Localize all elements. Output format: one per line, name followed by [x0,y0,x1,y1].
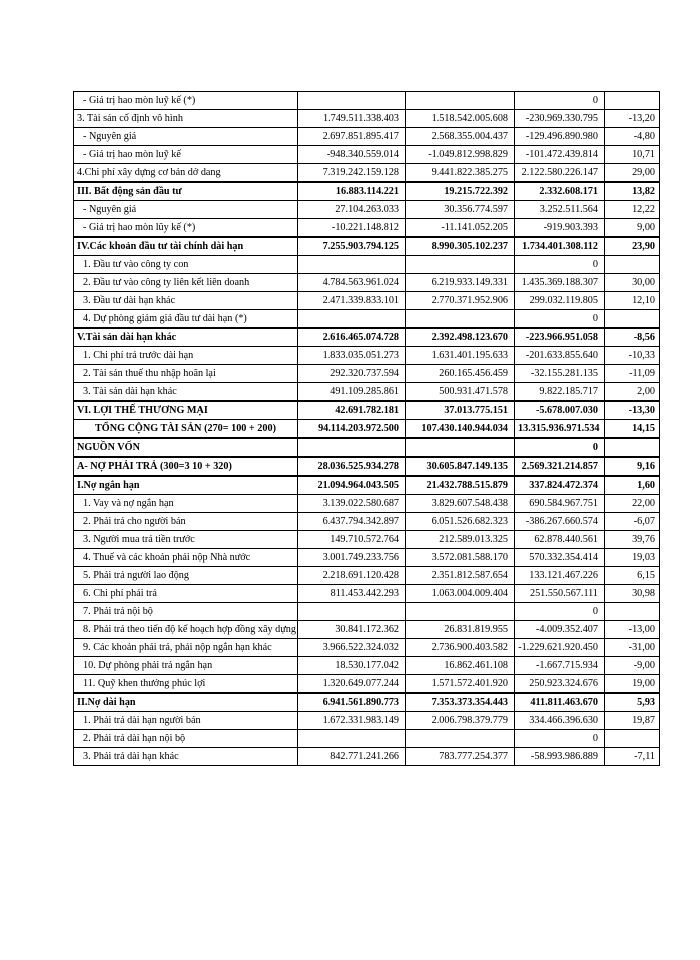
value-year-2: -11.141.052.205 [406,219,515,238]
row-label: 3. Tài sản cố định vô hình [74,110,298,128]
value-year-2: 500.931.471.578 [406,383,515,402]
row-label: 6. Chi phí phải trả [74,585,298,603]
row-label: 11. Quỹ khen thưởng phúc lợi [74,675,298,694]
table-row [74,274,660,292]
difference-percent: -8,56 [605,328,660,347]
difference-percent [605,310,660,329]
difference-value: -1.229.621.920.450 [515,639,605,657]
row-label: 1. Đầu tư vào công ty con [74,256,298,274]
value-year-2: 19.215.722.392 [406,182,515,201]
value-year-1 [298,256,406,274]
difference-percent [605,92,660,110]
difference-percent: -13,30 [605,401,660,420]
difference-value: -201.633.855.640 [515,347,605,365]
difference-value: 250.923.324.676 [515,675,605,694]
value-year-2: 2.736.900.403.582 [406,639,515,657]
value-year-2 [406,730,515,748]
value-year-2 [406,92,515,110]
difference-value: 411.811.463.670 [515,693,605,712]
table-row [74,219,660,238]
difference-value: 251.550.567.111 [515,585,605,603]
difference-value: 2.122.580.226.147 [515,164,605,183]
row-label: - Giá trị hao mòn lũy kế (*) [74,219,298,238]
difference-percent: -7,11 [605,748,660,766]
value-year-2 [406,256,515,274]
table-row [74,657,660,675]
value-year-2: 8.990.305.102.237 [406,237,515,256]
difference-value: 0 [515,438,605,457]
difference-percent: -9,00 [605,657,660,675]
value-year-2: 9.441.822.385.275 [406,164,515,183]
value-year-1: 3.966.522.324.032 [298,639,406,657]
table-row [74,237,660,256]
table-row [74,256,660,274]
difference-value: 133.121.467.226 [515,567,605,585]
value-year-1: 292.320.737.594 [298,365,406,383]
value-year-2: 783.777.254.377 [406,748,515,766]
difference-percent: 12,10 [605,292,660,310]
value-year-1: 28.036.525.934.278 [298,457,406,476]
difference-percent: 6,15 [605,567,660,585]
value-year-1: 2.218.691.120.428 [298,567,406,585]
row-label: V.Tài sản dài hạn khác [74,328,298,347]
table-row [74,310,660,329]
row-label: 2. Phải trả cho người bán [74,513,298,531]
value-year-2: 30.356.774.597 [406,201,515,219]
difference-value: 3.252.511.564 [515,201,605,219]
value-year-2: 2.770.371.952.906 [406,292,515,310]
difference-percent: 13,82 [605,182,660,201]
row-label: 2. Phải trả dài hạn nội bộ [74,730,298,748]
difference-value: 299.032.119.805 [515,292,605,310]
value-year-2: 2.568.355.004.437 [406,128,515,146]
difference-percent: 19,00 [605,675,660,694]
value-year-2: 1.063.004.009.404 [406,585,515,603]
table-row [74,401,660,420]
value-year-2: 21.432.788.515.879 [406,476,515,495]
difference-value: 13.315.936.971.534 [515,420,605,439]
value-year-1 [298,92,406,110]
value-year-2: 260.165.456.459 [406,365,515,383]
table-row [74,748,660,766]
value-year-2 [406,603,515,621]
difference-value: -230.969.330.795 [515,110,605,128]
difference-value: -919.903.393 [515,219,605,238]
balance-sheet-body [74,92,660,766]
value-year-1: 6.437.794.342.897 [298,513,406,531]
row-label: 3. Phải trả dài hạn khác [74,748,298,766]
table-row [74,675,660,694]
difference-value: 2.569.321.214.857 [515,457,605,476]
difference-percent: 10,71 [605,146,660,164]
table-row [74,365,660,383]
table-row [74,92,660,110]
value-year-1: 27.104.263.033 [298,201,406,219]
value-year-2 [406,438,515,457]
difference-percent: 19,03 [605,549,660,567]
value-year-1 [298,310,406,329]
row-label: 10. Dự phòng phải trả ngắn hạn [74,657,298,675]
difference-percent: -6,07 [605,513,660,531]
row-label: 1. Phải trả dài hạn người bán [74,712,298,730]
table-row [74,146,660,164]
value-year-1: 1.833.035.051.273 [298,347,406,365]
row-label: 3. Tài sản dài hạn khác [74,383,298,402]
row-label: I.Nợ ngắn hạn [74,476,298,495]
value-year-1: 1.672.331.983.149 [298,712,406,730]
difference-percent: -31,00 [605,639,660,657]
value-year-1: 7.255.903.794.125 [298,237,406,256]
row-label: 1. Vay và nợ ngắn hạn [74,495,298,513]
difference-value: 334.466.396.630 [515,712,605,730]
value-year-1: 16.883.114.221 [298,182,406,201]
difference-value: -101.472.439.814 [515,146,605,164]
value-year-1: 2.697.851.895.417 [298,128,406,146]
difference-value: 570.332.354.414 [515,549,605,567]
value-year-1: 4.784.563.961.024 [298,274,406,292]
value-year-2: 2.392.498.123.670 [406,328,515,347]
difference-percent [605,730,660,748]
table-row [74,603,660,621]
value-year-1: 3.001.749.233.756 [298,549,406,567]
row-label: 1. Chi phí trả trước dài hạn [74,347,298,365]
difference-value: -223.966.951.058 [515,328,605,347]
table-row [74,347,660,365]
table-row [74,201,660,219]
row-label: III. Bất động sản đầu tư [74,182,298,201]
difference-value: 9.822.185.717 [515,383,605,402]
difference-percent: 5,93 [605,693,660,712]
difference-value: -4.009.352.407 [515,621,605,639]
value-year-2: -1.049.812.998.829 [406,146,515,164]
row-label: 7. Phải trả nội bộ [74,603,298,621]
row-label: NGUỒN VỐN [74,438,298,457]
value-year-1: 149.710.572.764 [298,531,406,549]
row-label: 4.Chi phí xây dựng cơ bản dở dang [74,164,298,183]
value-year-1: 30.841.172.362 [298,621,406,639]
row-label: - Nguyên giá [74,201,298,219]
row-label: 3. Người mua trả tiền trước [74,531,298,549]
value-year-1: 2.471.339.833.101 [298,292,406,310]
difference-percent: 2,00 [605,383,660,402]
value-year-2: 1.518.542.005.608 [406,110,515,128]
table-row [74,712,660,730]
table-row [74,567,660,585]
value-year-2: 1.631.401.195.633 [406,347,515,365]
value-year-1: 94.114.203.972.500 [298,420,406,439]
table-row [74,730,660,748]
value-year-1: 1.749.511.338.403 [298,110,406,128]
difference-value: -5.678.007.030 [515,401,605,420]
value-year-1: 6.941.561.890.773 [298,693,406,712]
difference-percent: 22,00 [605,495,660,513]
difference-percent: 1,60 [605,476,660,495]
difference-percent: 39,76 [605,531,660,549]
difference-percent [605,603,660,621]
table-row [74,495,660,513]
difference-value: 0 [515,92,605,110]
row-label: 3. Đầu tư dài hạn khác [74,292,298,310]
value-year-2: 6.219.933.149.331 [406,274,515,292]
difference-percent: -4,80 [605,128,660,146]
table-row [74,457,660,476]
value-year-2: 2.351.812.587.654 [406,567,515,585]
difference-value: 690.584.967.751 [515,495,605,513]
value-year-1: 3.139.022.580.687 [298,495,406,513]
difference-percent: 30,98 [605,585,660,603]
value-year-2: 37.013.775.151 [406,401,515,420]
table-row [74,513,660,531]
difference-value: 1.435.369.188.307 [515,274,605,292]
row-label: II.Nợ dài hạn [74,693,298,712]
value-year-1: 18.530.177.042 [298,657,406,675]
value-year-1: 21.094.964.043.505 [298,476,406,495]
difference-percent: -13,00 [605,621,660,639]
row-label: A- NỢ PHẢI TRẢ (300=3 10 + 320) [74,457,298,476]
value-year-2: 3.572.081.588.170 [406,549,515,567]
balance-sheet-table [73,91,660,766]
table-row [74,621,660,639]
value-year-2: 6.051.526.682.323 [406,513,515,531]
row-label: 2. Tài sản thuế thu nhập hoãn lại [74,365,298,383]
table-row [74,128,660,146]
difference-value: 0 [515,256,605,274]
difference-value: 0 [515,730,605,748]
difference-percent: 9,00 [605,219,660,238]
table-row [74,420,660,439]
difference-value: 1.734.401.308.112 [515,237,605,256]
difference-value: -32.155.281.135 [515,365,605,383]
difference-value: -129.496.890.980 [515,128,605,146]
value-year-1 [298,438,406,457]
table-row [74,110,660,128]
row-label: 4. Dự phòng giảm giá đầu tư dài hạn (*) [74,310,298,329]
difference-value: 2.332.608.171 [515,182,605,201]
row-label: 5. Phải trả người lao động [74,567,298,585]
value-year-2 [406,310,515,329]
value-year-1: 491.109.285.861 [298,383,406,402]
value-year-2: 3.829.607.548.438 [406,495,515,513]
value-year-1: 811.453.442.293 [298,585,406,603]
value-year-2: 26.831.819.955 [406,621,515,639]
difference-percent: 29,00 [605,164,660,183]
difference-percent: 12,22 [605,201,660,219]
value-year-1: -948.340.559.014 [298,146,406,164]
value-year-1: 842.771.241.266 [298,748,406,766]
table-row [74,639,660,657]
difference-value: -1.667.715.934 [515,657,605,675]
difference-percent: 19,87 [605,712,660,730]
value-year-2: 7.353.373.354.443 [406,693,515,712]
value-year-2: 2.006.798.379.779 [406,712,515,730]
table-row [74,164,660,183]
difference-value: 0 [515,603,605,621]
table-row [74,585,660,603]
row-label: 4. Thuế và các khoản phải nộp Nhà nước [74,549,298,567]
table-row [74,531,660,549]
difference-percent: 30,00 [605,274,660,292]
value-year-1 [298,730,406,748]
difference-percent: 14,15 [605,420,660,439]
difference-percent: 23,90 [605,237,660,256]
row-label: IV.Các khoản đầu tư tài chính dài hạn [74,237,298,256]
table-row [74,328,660,347]
difference-percent: -13,20 [605,110,660,128]
value-year-2: 212.589.013.325 [406,531,515,549]
value-year-1: -10.221.148.812 [298,219,406,238]
row-label: TỔNG CỘNG TÀI SẢN (270= 100 + 200) [74,420,298,439]
row-label: - Giá trị hao mòn luỹ kế [74,146,298,164]
row-label: VI. LỢI THẾ THƯƠNG MẠI [74,401,298,420]
difference-value: -386.267.660.574 [515,513,605,531]
table-row [74,693,660,712]
difference-value: 62.878.440.561 [515,531,605,549]
difference-percent: -10,33 [605,347,660,365]
value-year-2: 16.862.461.108 [406,657,515,675]
value-year-2: 1.571.572.401.920 [406,675,515,694]
difference-percent [605,256,660,274]
table-row [74,476,660,495]
difference-value: 337.824.472.374 [515,476,605,495]
difference-percent: -11,09 [605,365,660,383]
table-row [74,292,660,310]
difference-value: 0 [515,310,605,329]
row-label: 2. Đầu tư vào công ty liên kết liên doanh [74,274,298,292]
difference-percent: 9,16 [605,457,660,476]
value-year-2: 107.430.140.944.034 [406,420,515,439]
value-year-2: 30.605.847.149.135 [406,457,515,476]
table-row [74,549,660,567]
table-row [74,438,660,457]
difference-percent [605,438,660,457]
value-year-1 [298,603,406,621]
row-label: - Nguyên giá [74,128,298,146]
value-year-1: 1.320.649.077.244 [298,675,406,694]
value-year-1: 2.616.465.074.728 [298,328,406,347]
value-year-1: 42.691.782.181 [298,401,406,420]
row-label: 9. Các khoản phải trả, phải nộp ngắn hạn khác [74,639,298,657]
difference-value: -58.993.986.889 [515,748,605,766]
table-row [74,383,660,402]
row-label: 8. Phải trả theo tiến độ kế hoạch hợp đồng xây dựng [74,621,298,639]
row-label: - Giá trị hao mòn luỹ kế (*) [74,92,298,110]
table-row [74,182,660,201]
value-year-1: 7.319.242.159.128 [298,164,406,183]
